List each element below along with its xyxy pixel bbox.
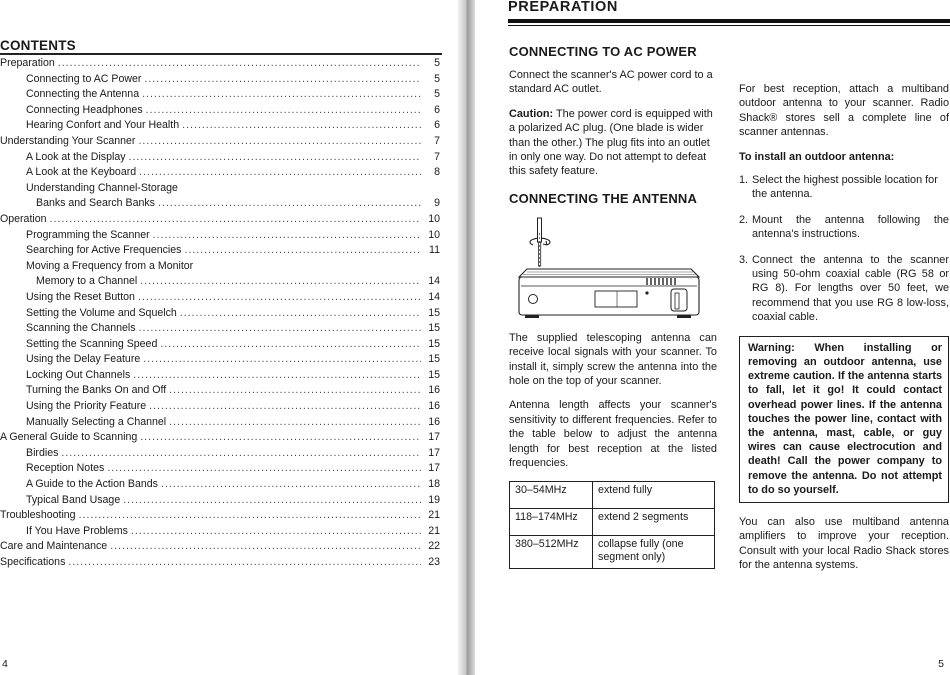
contents-leader-dots	[169, 383, 421, 399]
contents-leader-dots	[129, 150, 421, 166]
contents-entry-page: 7	[434, 150, 440, 163]
contents-entry-page: 15	[428, 337, 440, 350]
contents-entry-page: 10	[428, 212, 440, 225]
contents-leader-dots	[138, 134, 421, 150]
step-item	[739, 213, 949, 242]
contents-entry-page: 16	[428, 415, 440, 428]
contents-entry-page: 18	[428, 478, 440, 491]
antenna-action-cell: extend fully	[593, 481, 715, 508]
contents-entry-page: 16	[428, 384, 440, 397]
right-column	[739, 82, 949, 583]
install-steps	[739, 173, 949, 325]
contents-leader-dots	[143, 352, 421, 368]
step-item	[739, 253, 949, 325]
antenna-heading: CONNECTING THE ANTENNA	[509, 190, 698, 206]
contents-entry	[0, 228, 440, 244]
amplifier-paragraph: You can also use multiband antenna amplifiers to improve your reception. Consult with your local Radio Shack stores for the antenna systems.	[739, 515, 949, 572]
contents-list	[0, 56, 440, 571]
section-header: PREPARATION	[508, 0, 618, 15]
step-text: Mount the antenna following the antenna's instructions.	[752, 213, 949, 241]
contents-leader-dots	[140, 430, 421, 446]
contents-entry	[0, 446, 440, 462]
contents-title: CONTENTS	[0, 38, 76, 53]
contents-entry	[0, 352, 440, 368]
contents-entry	[0, 306, 440, 322]
contents-entry-page: 10	[428, 228, 440, 241]
contents-entry-page: 19	[428, 493, 440, 506]
step-text: Select the highest possible location for the antenna.	[752, 174, 938, 201]
page-number-left: 4	[2, 658, 8, 670]
step-number: 1.	[739, 174, 749, 187]
contents-leader-dots	[110, 539, 421, 555]
contents-entry	[0, 72, 440, 88]
contents-leader-dots	[61, 446, 421, 462]
contents-entry-title: A Look at the Keyboard	[26, 166, 137, 179]
contents-entry	[0, 243, 440, 259]
contents-entry-title: Troubleshooting	[0, 509, 76, 522]
contents-entry	[0, 477, 440, 493]
contents-entry-title: Care and Maintenance	[0, 540, 108, 553]
contents-entry	[0, 368, 440, 384]
contents-leader-dots	[149, 399, 421, 415]
contents-entry-title: Specifications	[0, 556, 66, 568]
contents-entry-page: 11	[429, 244, 440, 257]
contents-leader-dots	[138, 290, 421, 306]
table-row	[510, 535, 715, 568]
contents-entry	[0, 461, 440, 477]
contents-leader-dots	[184, 243, 421, 259]
contents-entry-title: Typical Band Usage	[26, 493, 121, 506]
contents-entry-title: Moving a Frequency from a Monitor	[26, 259, 194, 272]
step-number: 3.	[739, 253, 749, 266]
contents-entry-page: 21	[428, 524, 440, 537]
contents-leader-dots	[133, 368, 421, 384]
contents-entry-title: Understanding Your Scanner	[0, 134, 136, 147]
contents-entry-page: 15	[428, 353, 440, 366]
contents-entry-page: 15	[428, 322, 440, 335]
contents-leader-dots	[79, 508, 421, 524]
page-number-right: 5	[938, 658, 944, 670]
contents-entry-title: Banks and Search Banks	[36, 197, 155, 210]
contents-entry	[0, 337, 440, 353]
contents-entry-page: 15	[428, 306, 440, 319]
contents-entry	[0, 181, 440, 197]
contents-entry-title: A Look at the Display	[26, 150, 126, 163]
contents-leader-dots	[180, 306, 421, 322]
contents-leader-dots	[50, 212, 421, 228]
contents-entry-title: Memory to a Channel	[36, 275, 138, 288]
contents-entry-title: Connecting to AC Power	[26, 72, 142, 85]
right-page	[475, 0, 950, 675]
contents-entry-page: 9	[434, 197, 440, 210]
table-row	[510, 508, 715, 535]
header-rule-thin	[508, 25, 950, 26]
contents-entry	[0, 212, 440, 228]
contents-leader-dots	[161, 477, 421, 493]
contents-entry-page: 14	[428, 275, 440, 288]
contents-entry-page: 7	[434, 134, 440, 147]
contents-entry-page: 23	[428, 556, 440, 568]
contents-entry	[0, 87, 440, 103]
book-gutter	[458, 0, 475, 675]
contents-rule	[0, 53, 442, 55]
contents-entry	[0, 259, 440, 275]
contents-leader-dots	[68, 555, 421, 571]
contents-entry-title: Setting the Scanning Speed	[26, 337, 158, 350]
contents-leader-dots	[169, 415, 421, 431]
contents-entry-title: A General Guide to Scanning	[0, 431, 138, 444]
contents-entry	[0, 524, 440, 540]
antenna-action-cell: extend 2 segments	[593, 508, 715, 535]
contents-entry-title: Programming the Scanner	[26, 228, 150, 241]
antenna-paragraph-2: Antenna length affects your scanner's sensitivity to different frequencies. Refer to the table below to adjust the antenna length for best reception at the listed frequencies.	[509, 399, 717, 470]
contents-leader-dots	[182, 118, 421, 134]
contents-entry	[0, 430, 440, 446]
contents-entry-page: 8	[434, 166, 440, 179]
contents-entry-page: 6	[434, 103, 440, 116]
step-item	[739, 173, 949, 202]
contents-leader-dots	[144, 72, 421, 88]
table-row	[510, 481, 715, 508]
contents-entry	[0, 508, 440, 524]
contents-entry-title: A Guide to the Action Bands	[26, 478, 158, 491]
contents-leader-dots	[140, 274, 421, 290]
contents-entry-page: 17	[428, 431, 440, 444]
contents-entry	[0, 415, 440, 431]
contents-entry-page: 22	[428, 540, 440, 553]
contents-entry	[0, 274, 440, 290]
contents-entry-title: Turning the Banks On and Off	[26, 384, 167, 397]
contents-entry	[0, 383, 440, 399]
frequency-range-cell: 30–54MHz	[510, 481, 593, 508]
contents-entry-title: Locking Out Channels	[26, 368, 131, 381]
contents-entry	[0, 399, 440, 415]
contents-leader-dots	[123, 493, 421, 509]
contents-leader-dots	[107, 461, 421, 477]
contents-entry	[0, 56, 440, 72]
step-number: 2.	[739, 213, 749, 226]
contents-entry-title: Understanding Channel-Storage	[26, 181, 178, 194]
contents-entry	[0, 290, 440, 306]
header-rule-thick	[508, 19, 950, 23]
frequency-range-cell: 118–174MHz	[510, 508, 593, 535]
outdoor-antenna-intro: For best reception, attach a multiband outdoor antenna to your scanner. Radio Shack® stores sell a complete line of scanner antennas.	[739, 83, 949, 139]
contents-entry-page: 5	[434, 88, 440, 101]
antenna-length-table	[509, 481, 715, 569]
ac-power-heading: CONNECTING TO AC POWER	[509, 44, 697, 59]
contents-entry-title: Using the Reset Button	[26, 290, 135, 303]
contents-entry-page: 6	[434, 119, 440, 132]
scanner-antenna-illustration	[513, 215, 703, 325]
contents-entry-title: Searching for Active Frequencies	[26, 244, 182, 257]
step-text: Connect the antenna to the scanner using 50-ohm coaxial cable (RG 58 or RG 8). For lengths over 50 feet, we recommend that you use RG 8 low-loss, coaxial cable.	[752, 253, 949, 324]
contents-entry	[0, 196, 440, 212]
caution-label: Caution:	[509, 107, 554, 120]
frequency-range-cell: 380–512MHz	[510, 535, 593, 568]
contents-entry-title: Using the Priority Feature	[26, 400, 147, 413]
contents-entry-title: Preparation	[0, 57, 55, 69]
contents-entry-title: Connecting Headphones	[26, 103, 143, 116]
left-page	[0, 0, 458, 675]
contents-entry	[0, 493, 440, 509]
contents-leader-dots	[153, 228, 421, 244]
contents-entry	[0, 103, 440, 119]
contents-leader-dots	[58, 56, 421, 72]
contents-entry-title: Using the Delay Feature	[26, 353, 141, 366]
contents-leader-dots	[160, 337, 421, 353]
contents-entry-page: 15	[428, 368, 440, 381]
contents-leader-dots	[158, 196, 421, 212]
contents-leader-dots	[131, 524, 421, 540]
contents-entry-title: Setting the Volume and Squelch	[26, 306, 177, 319]
contents-entry-page: 17	[428, 462, 440, 475]
contents-entry-page: 5	[434, 57, 440, 69]
antenna-action-cell: collapse fully (one segment only)	[593, 535, 715, 568]
contents-entry	[0, 555, 440, 571]
contents-entry	[0, 321, 440, 337]
contents-leader-dots	[139, 165, 421, 181]
contents-entry	[0, 165, 440, 181]
contents-entry	[0, 539, 440, 555]
caution-paragraph	[509, 107, 717, 179]
contents-entry-page: 17	[428, 446, 440, 459]
ac-power-paragraph: Connect the scanner's AC power cord to a standard AC outlet.	[509, 69, 713, 96]
contents-entry-title: Connecting the Antenna	[26, 88, 140, 101]
left-column	[509, 44, 717, 569]
caution-text: The power cord is equipped with a polarized AC plug. (One blade is wider than the other.) The plug fits into an outlet in only one way. Do not attempt to defeat this safety feature.	[509, 107, 713, 178]
warning-box: Warning: When installing or removing an outdoor antenna, use extreme caution. If the antenna starts to fall, let it go! It could contact overhead power lines. If the antenna touches the power line, contact with the antenna, mast, cable, or guy wires can cause electrocution and death! Call the power company to remove the antenna. Do not attempt to do so yourself.	[739, 336, 949, 503]
contents-entry-title: Scanning the Channels	[26, 322, 136, 335]
contents-entry	[0, 134, 440, 150]
contents-entry	[0, 150, 440, 166]
contents-entry-title: If You Have Problems	[26, 524, 128, 537]
contents-entry-title: Birdies	[26, 446, 59, 459]
contents-entry	[0, 118, 440, 134]
contents-entry-page: 16	[428, 400, 440, 413]
procedure-heading: To install an outdoor antenna:	[739, 150, 895, 163]
contents-entry-page: 14	[428, 290, 440, 303]
contents-entry-page: 21	[428, 509, 440, 522]
contents-leader-dots	[142, 87, 421, 103]
contents-leader-dots	[146, 103, 421, 119]
antenna-paragraph-1: The supplied telescoping antenna can receive local signals with your scanner. To install it, simply screw the antenna into the hole on the top of your scanner.	[509, 331, 717, 388]
contents-entry-title: Manually Selecting a Channel	[26, 415, 167, 428]
contents-entry-title: Reception Notes	[26, 462, 105, 475]
contents-entry-page: 5	[434, 72, 440, 85]
contents-leader-dots	[139, 321, 421, 337]
contents-entry-title: Hearing Confort and Your Health	[26, 119, 180, 132]
contents-entry-title: Operation	[0, 212, 47, 225]
